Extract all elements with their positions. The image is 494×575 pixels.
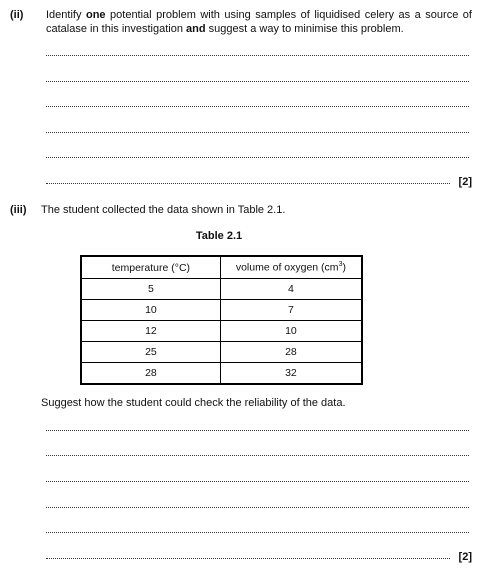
table-title: Table 2.1 [195, 230, 243, 242]
cell-volume: 28 [220, 342, 362, 363]
cell-volume: 32 [220, 363, 362, 385]
header-volume-text: volume of oxygen (cm [235, 261, 339, 274]
table-row [81, 342, 362, 363]
header-volume-superscript: 3 [338, 261, 343, 269]
cell-volume: 4 [220, 279, 362, 300]
cell-temperature: 25 [81, 342, 220, 363]
question-ii-number: (ii) [10, 9, 24, 21]
question-iii-intro: The student collected the data shown in Table 2.1. [41, 204, 286, 216]
table-row [81, 300, 362, 321]
cell-temperature: 10 [81, 300, 220, 321]
question-ii [10, 8, 472, 38]
answer-line-ii-1[interactable] [46, 55, 469, 56]
question-ii-text [46, 8, 472, 36]
question-iii-prompt-wrap [10, 396, 472, 410]
header-volume-oxygen [220, 256, 362, 279]
question-ii-bold-one: one [85, 9, 106, 21]
table-header-row [81, 256, 362, 279]
cell-temperature: 5 [81, 279, 220, 300]
answer-line-iii-2[interactable] [46, 455, 469, 456]
question-ii-bold-and: and [186, 23, 206, 35]
marks-ii: [2] [458, 176, 472, 188]
header-volume-close: ) [342, 261, 346, 274]
cell-volume: 10 [220, 321, 362, 342]
answer-line-iii-5[interactable] [46, 532, 469, 533]
header-temperature: temperature (°C) [81, 256, 220, 279]
cell-temperature: 12 [81, 321, 220, 342]
answer-line-iii-6[interactable] [46, 558, 450, 559]
table-row [81, 321, 362, 342]
question-iii [10, 203, 472, 217]
question-ii-text-part-3: suggest a way to minimise this problem. [205, 23, 404, 35]
question-iii-prompt: Suggest how the student could check the reliability of the data. [41, 397, 346, 409]
answer-line-ii-6[interactable] [46, 183, 450, 184]
answer-line-ii-2[interactable] [46, 81, 469, 82]
data-table [80, 255, 363, 385]
table-row [81, 279, 362, 300]
answer-line-ii-3[interactable] [46, 106, 469, 107]
question-iii-number: (iii) [10, 204, 27, 216]
answer-line-ii-5[interactable] [46, 157, 469, 158]
question-ii-text-part-2: potential problem with using samples of liquidised celery as a source of catalase in this investigation [46, 9, 472, 35]
answer-line-iii-3[interactable] [46, 481, 469, 482]
cell-volume: 7 [220, 300, 362, 321]
cell-temperature: 28 [81, 363, 220, 385]
question-ii-text-part-1: Identify [46, 9, 86, 21]
answer-line-ii-4[interactable] [46, 132, 469, 133]
table-row [81, 363, 362, 385]
answer-line-iii-1[interactable] [46, 430, 469, 431]
marks-iii: [2] [458, 551, 472, 563]
answer-line-iii-4[interactable] [46, 507, 469, 508]
